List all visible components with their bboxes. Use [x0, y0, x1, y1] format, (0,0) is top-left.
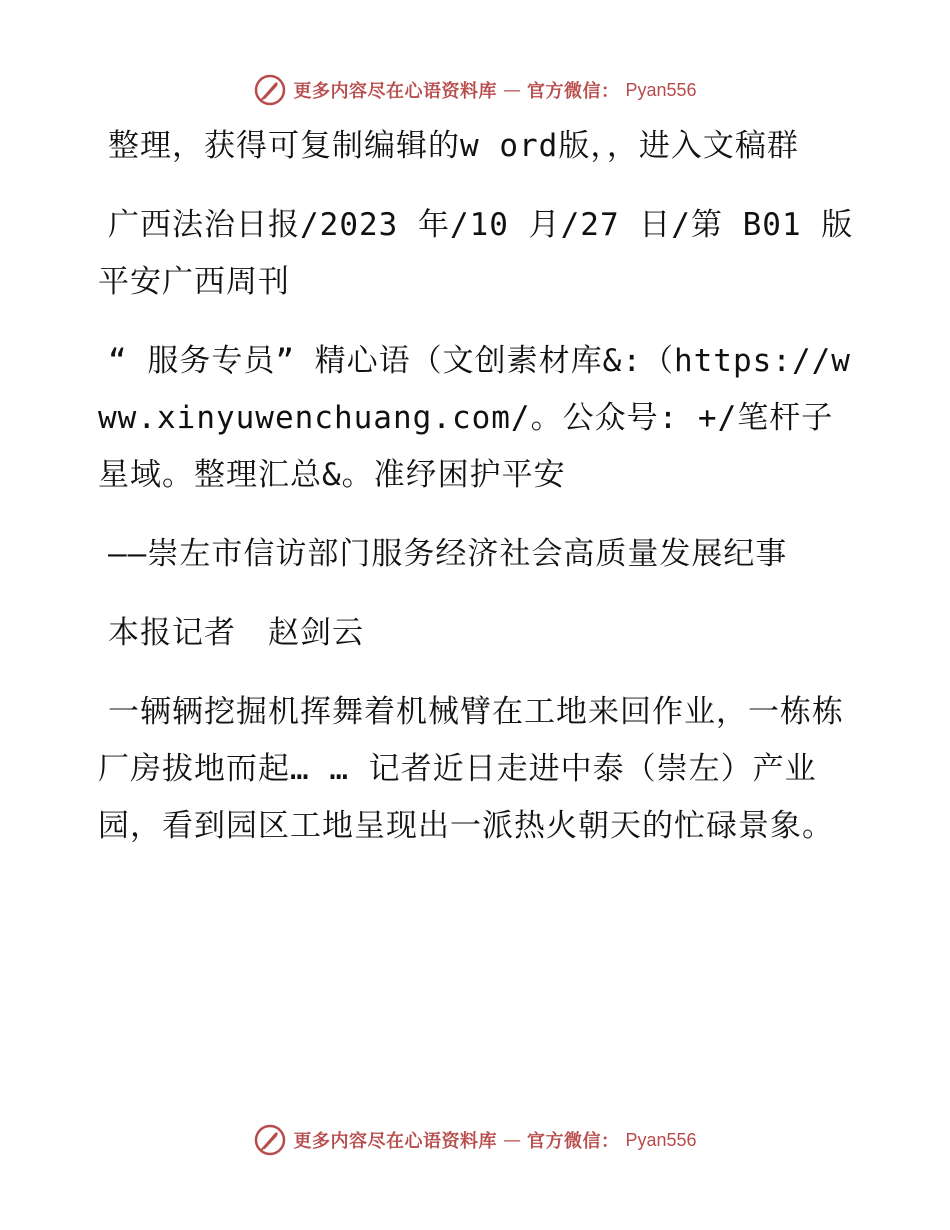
quill-logo-icon [253, 1123, 287, 1157]
byline: 本报记者 赵剑云 [108, 615, 364, 651]
source-line: 广西法治日报/2023 年/10 月/27 日/第 B01 版平安广西周刊 [98, 207, 854, 300]
article-title: “ 服务专员” 精心语（文创素材库&:（https://www.xinyuwenchuang.com/。公众号: +/笔杆子星域。整理汇总&。准纾困护平安 [98, 343, 851, 493]
watermark-contact-label: 官方微信： [526, 1131, 620, 1152]
notice-paragraph: 整理，获得可复制编辑的w ord版，，进入文稿群 [108, 128, 799, 164]
watermark-contact-label: 官方微信： [526, 81, 620, 102]
article-subtitle: ——崇左市信访部门服务经济社会高质量发展纪事 [108, 536, 788, 572]
watermark-separator: — [502, 79, 521, 101]
header-watermark [0, 70, 950, 110]
watermark-separator: — [502, 1129, 521, 1151]
quill-logo-icon [253, 73, 287, 107]
document-body [98, 118, 858, 877]
body-paragraph: 一辆辆挖掘机挥舞着机械臂在工地来回作业，一栋栋厂房拔地而起… … 记者近日走进中泰（崇左）产业园，看到园区工地呈现出一派热火朝天的忙碌景象。 [98, 694, 844, 844]
watermark-contact-id: Pyan556 [625, 79, 697, 100]
watermark-brand-text: 更多内容尽在心语资料库 [293, 81, 497, 102]
watermark-brand-text: 更多内容尽在心语资料库 [293, 1131, 497, 1152]
footer-watermark [0, 1120, 950, 1160]
watermark-contact-id: Pyan556 [625, 1129, 697, 1150]
